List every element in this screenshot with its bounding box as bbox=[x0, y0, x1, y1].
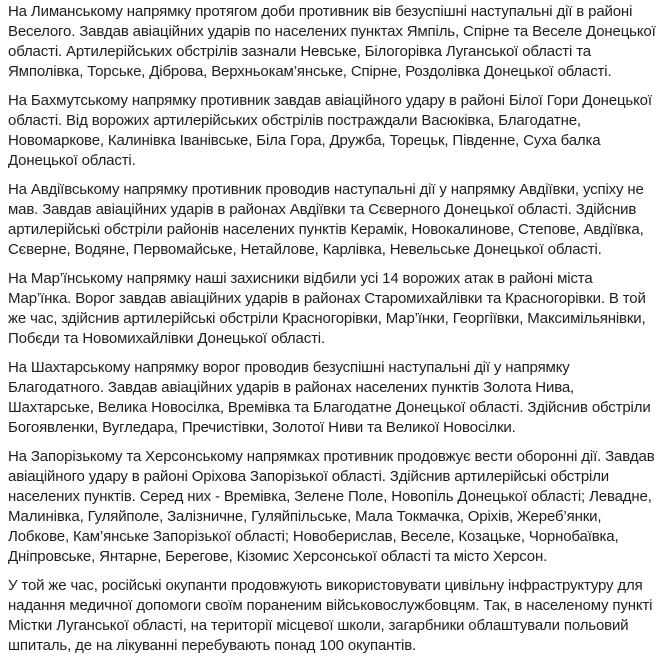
report-paragraph-bakhmut-axis: На Бахмутському напрямку противник завдав авіаційного удару в районі Білої Гори Донецької області. Від ворожих артилерійських обстрілів постраждали Васюківка, Благодатне, Новомаркове, Калинівка Іванівське, Біла Гора, Дружба, Торецьк, Південне, Суха балка Донецької області. bbox=[8, 92, 652, 169]
report-paragraph-marinka-axis: На Мар’їнському напрямку наші захисники відбили усі 14 ворожих атак в районі міста Мар’їнка. Ворог завдав авіаційних ударів в районах Старомихайлівки та Красногорівки. В той же час, здійснив артилерійські обстріли Красногорівки, Мар’їнки, Георгіївки, Максимільянівки, Побєди та Новомихайлівки Донецької області. bbox=[8, 270, 646, 347]
report-paragraph-shakhtarsk-axis: На Шахтарському напрямку ворог проводив безуспішні наступальні дії у напрямку Благодатного. Завдав авіаційних ударів в районах населених пунктів Золота Нива, Шахтарське, Велика Новосілка, Времівка та Благодатне Донецької області. Здійснив обстріли Богоявленки, Вугледара, Пречистівки, Золотої Ниви та Великої Новосілки. bbox=[8, 359, 651, 436]
report-paragraph-lyman-axis: На Лиманському напрямку протягом доби противник вів безуспішні наступальні дії в районі Веселого. Завдав авіаційних ударів по населених пунктах Ямпіль, Спірне та Веселе Донецької області. Артилерійських обстрілів зазнали Невське, Білогорівка Луганської області та Ямполівка, Торське, Діброва, Верхньокам’янське, Спірне, Роздолівка Донецької області. bbox=[8, 3, 656, 80]
report-paragraph-avdiivka-axis: На Авдіївському напрямку противник проводив наступальні дії у напрямку Авдіївки, успіху не мав. Завдав авіаційних ударів в районах Авдіївки та Сєверного Донецької області. Здійснив артилерійські обстріли районів населених пунктів Керамік, Новокалинове, Степове, Авдіївка, Сєверне, Водяне, Первомайське, Нетайлове, Карлівка, Невельське Донецької області. bbox=[8, 181, 644, 258]
report-paragraph-zaporizhzhia-kherson-axis: На Запорізькому та Херсонському напрямках противник продовжує вести оборонні дії. Завдав авіаційного удару в районі Оріхова Запорізької області. Здійснив артилерійські обстріли населених пунктів. Серед них - Времівка, Зелене Поле, Новопіль Донецької області; Левадне, Малинівка, Гуляйполе, Залізничне, Гуляйпільське, Мала Токмачка, Оріхів, Жереб’янки, Лобкове, Кам’янське Запорізької області; Новоберислав, Веселе, Козацьке, Чорнобаївка, Дніпровське, Янтарне, Берегове, Кізомис Херсонської області та місто Херсон. bbox=[8, 448, 655, 565]
report-paragraph-occupiers-infrastructure: У той же час, російські окупанти продовжують використовувати цивільну інфраструктуру для надання медичної допомоги своїм пораненим військовослужбовцям. Так, в населеному пункті Містки Луганської області, на території місцевої школи, загарбники облаштували польовий шпиталь, де на лікуванні перебувають понад 100 окупантів. bbox=[8, 577, 653, 654]
